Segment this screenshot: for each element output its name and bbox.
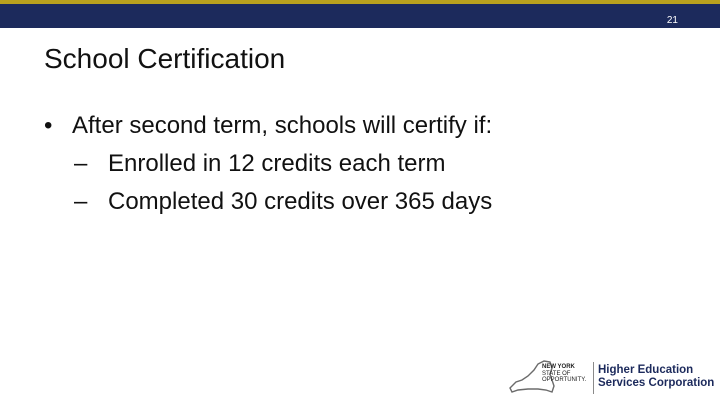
sub-bullet-list: [74, 149, 700, 217]
logo-divider: [593, 362, 594, 394]
ny-wordmark: [542, 364, 592, 384]
bullet-item: [44, 111, 700, 217]
bullet-list: [44, 111, 700, 225]
slide-number: 21: [666, 15, 678, 26]
sub-bullet-dash: –: [74, 150, 88, 177]
ny-line-2: STATE OF: [542, 370, 571, 377]
sub-bullet-item: [74, 149, 700, 179]
bullet-dot: •: [44, 112, 53, 139]
sub-bullet-dash: –: [74, 188, 88, 215]
hesc-logo: [508, 354, 714, 398]
header-bar: [0, 0, 720, 28]
ny-line-1: NEW YORK: [542, 364, 575, 370]
bullet-text: After second term, schools will certify if:: [72, 112, 493, 139]
agency-line-1: Higher Education: [598, 364, 694, 376]
slide-title: School Certification: [44, 43, 286, 74]
sub-bullet-text: Completed 30 credits over 365 days: [108, 188, 493, 215]
sub-bullet-text: Enrolled in 12 credits each term: [108, 150, 446, 177]
agency-name: [598, 364, 714, 390]
ny-line-3: OPPORTUNITY.: [542, 377, 587, 383]
sub-bullet-item: [74, 187, 700, 217]
agency-line-2: Services Corporation: [598, 377, 715, 389]
